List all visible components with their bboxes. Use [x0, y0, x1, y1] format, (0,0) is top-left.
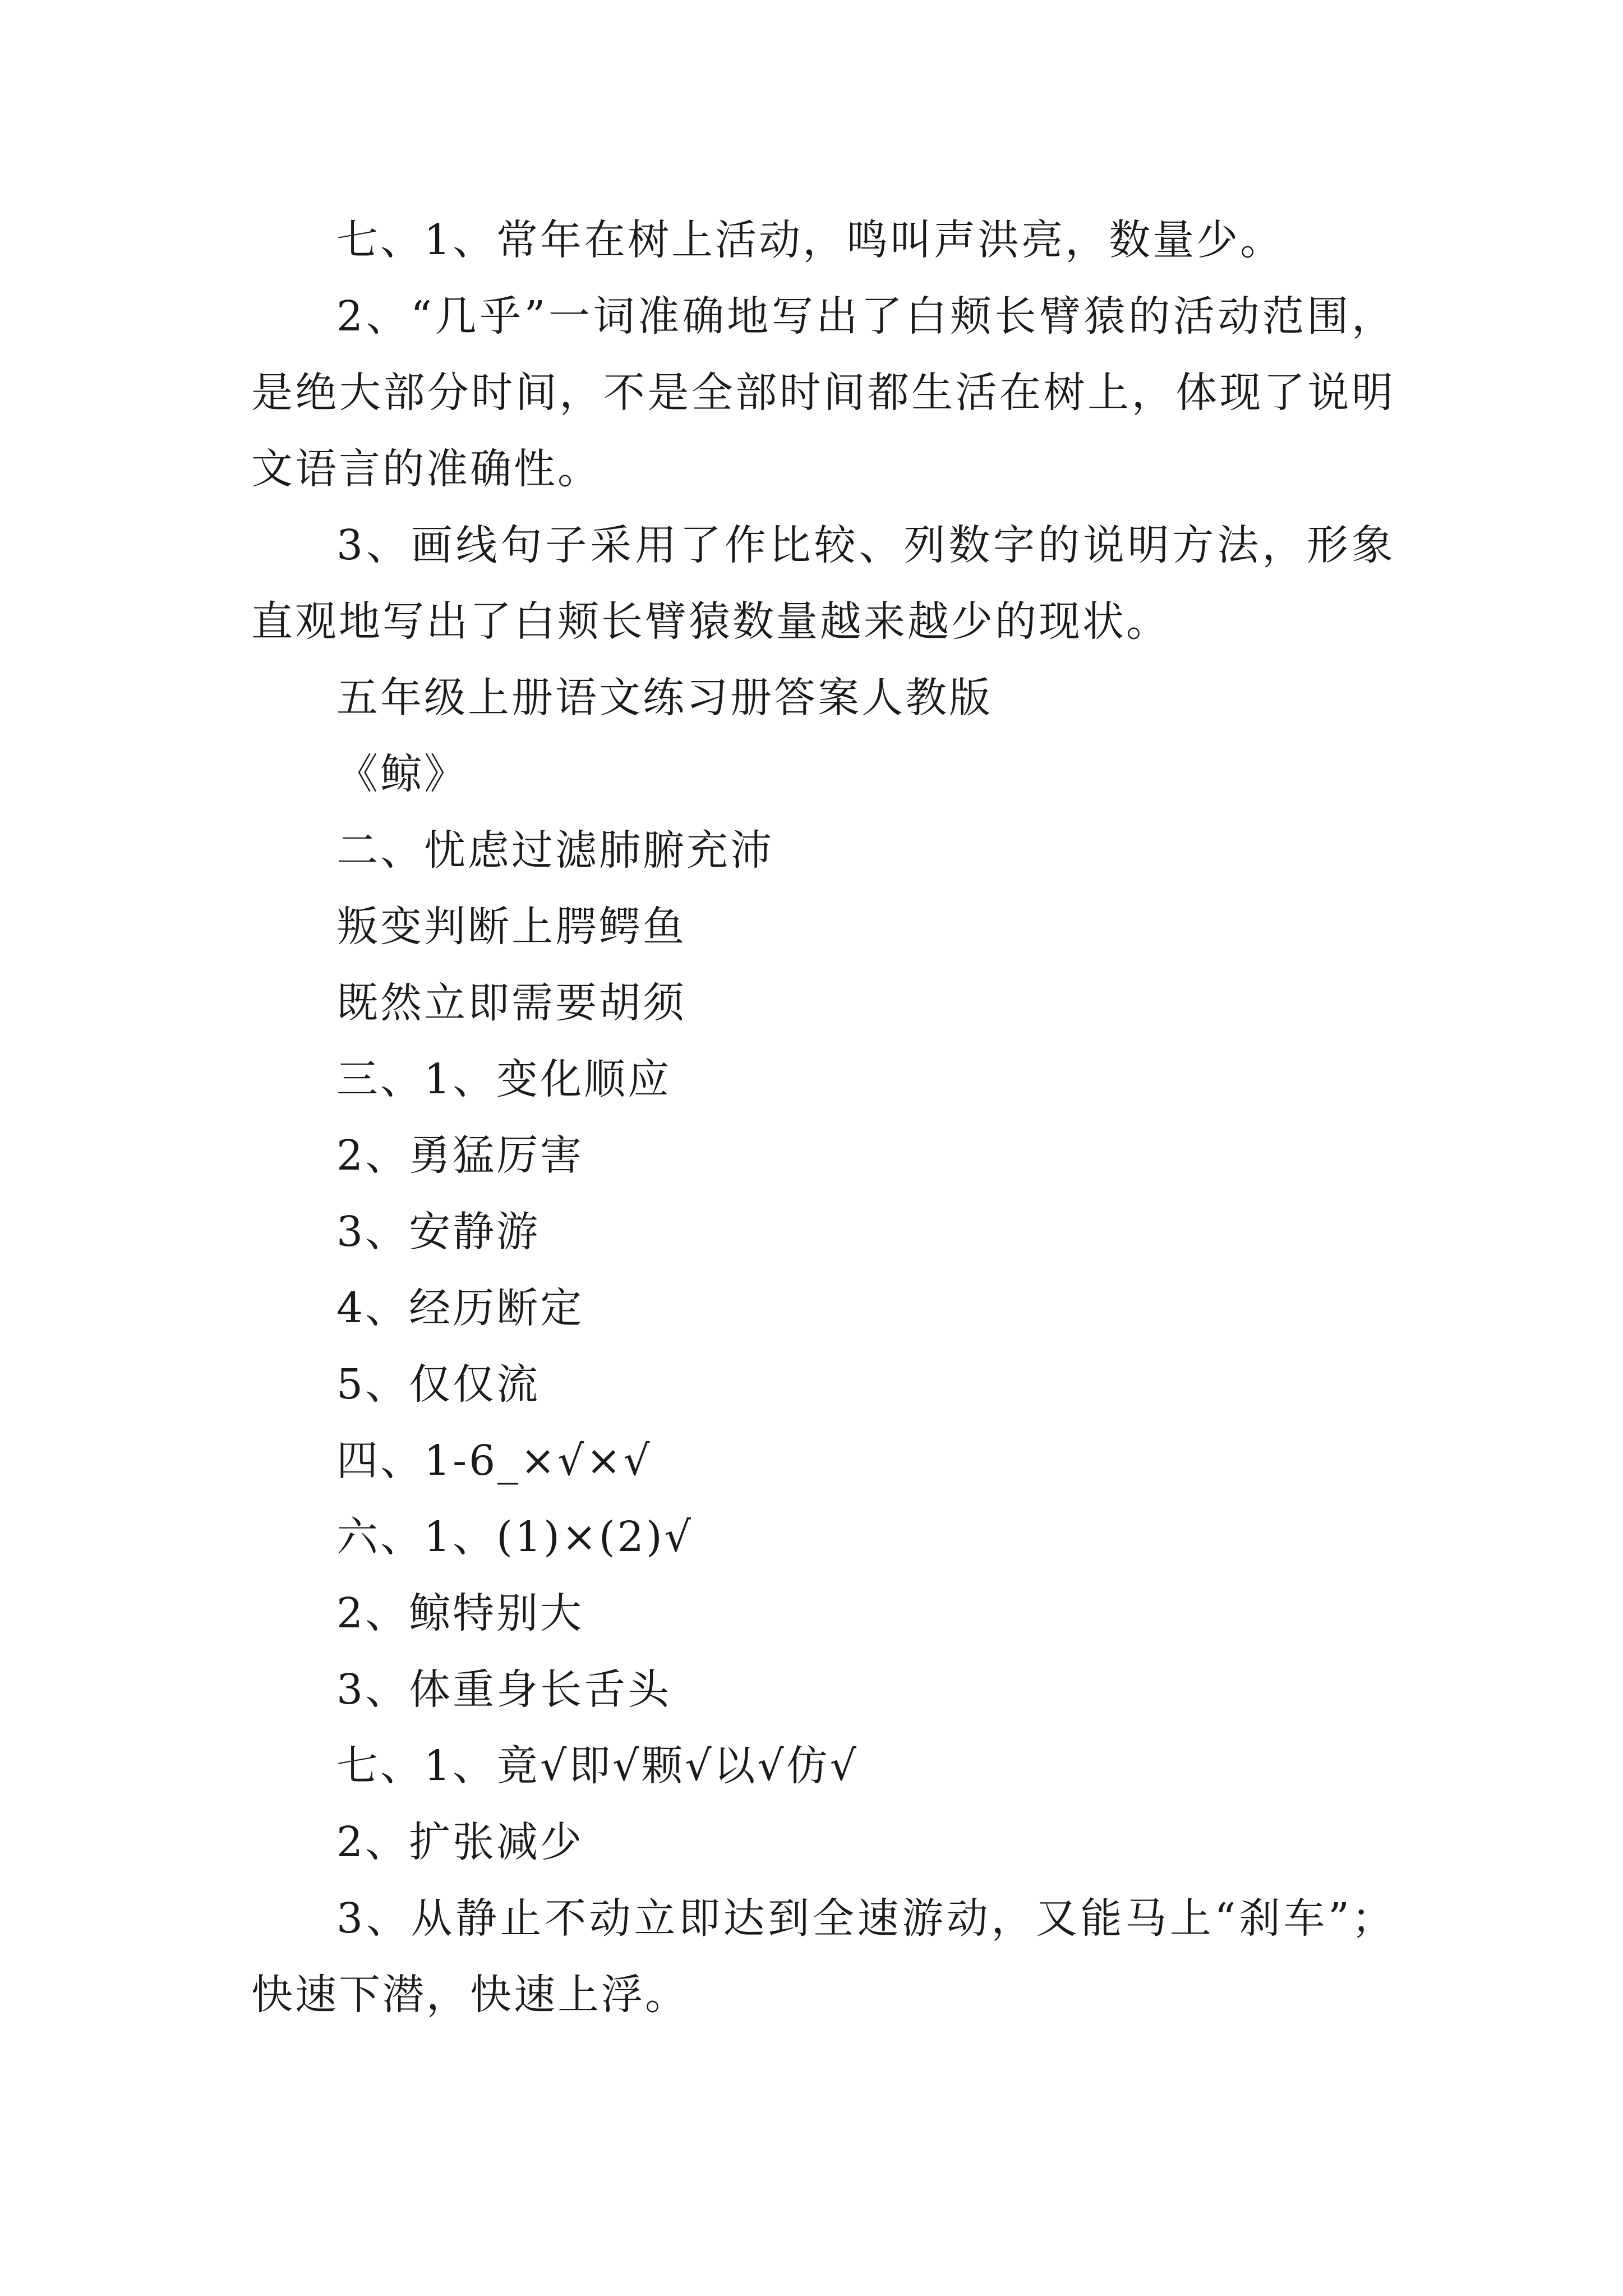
document-body — [251, 202, 1395, 2033]
answer-line: 2、鲸特别大 — [336, 1589, 584, 1637]
final-paragraph: 3、从静止不动立即达到全速游动，又能马上“刹车”；快速下潜，快速上浮。 — [251, 1894, 1395, 2019]
answer-line: 六、1、(1)×(2)√ — [336, 1513, 693, 1561]
answer-line: 4、经历断定 — [336, 1284, 584, 1332]
answer-line: 3、安静游 — [336, 1208, 541, 1256]
answer-line: 四、1-6_×√×√ — [336, 1437, 652, 1485]
answer-line: 既然立即需要胡须 — [336, 979, 686, 1027]
answer-line: 3、体重身长舌头 — [336, 1665, 672, 1714]
paragraph: 3、画线句子采用了作比较、列数字的说明方法，形象直观地写出了白颊长臂猿数量越来越少的现状。 — [251, 521, 1395, 646]
answer-line: 5、仅仅流 — [336, 1360, 541, 1409]
section-title: 五年级上册语文练习册答案人教版 — [336, 674, 993, 722]
answer-line: 2、扩张减少 — [336, 1818, 584, 1866]
answer-line: 三、1、变化顺应 — [336, 1055, 672, 1103]
answer-line: 七、1、竟√即√颗√以√仿√ — [336, 1742, 859, 1790]
answer-line: 叛变判断上腭鳄鱼 — [336, 903, 686, 951]
lesson-title: 《鲸》 — [336, 750, 468, 798]
answer-line: 2、勇猛厉害 — [336, 1131, 584, 1180]
paragraph: 2、“几乎”一词准确地写出了白颊长臂猿的活动范围，是绝大部分时间，不是全部时间都生活在树上，体现了说明文语言的准确性。 — [251, 292, 1395, 493]
paragraph: 七、1、常年在树上活动，鸣叫声洪亮，数量少。 — [336, 216, 1284, 264]
answer-line: 二、忧虑过滤肺腑充沛 — [336, 826, 774, 875]
